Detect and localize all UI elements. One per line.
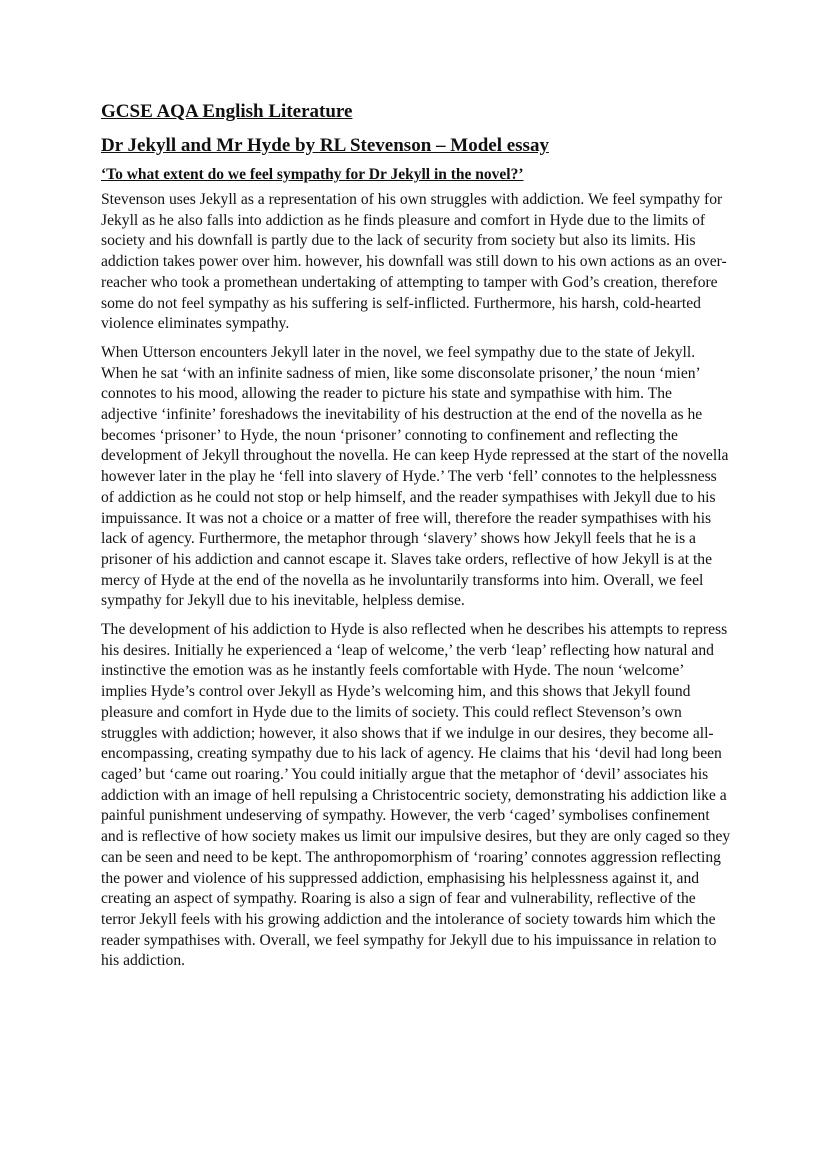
essay-paragraph-1: Stevenson uses Jekyll as a representation of his own struggles with addiction. We feel sympathy for Jekyll as he also falls into addiction as he finds pleasure and comfort in Hyde due to the limits of society and his downfall is partly due to the lack of security from society but also its limits. His addiction takes power over him. however, his downfall was still down to his own actions as an over-reacher who took a promethean undertaking of attempting to tamper with God’s creation, therefore some do not feel sympathy as his suffering is self-inflicted. Furthermore, his harsh, cold-hearted violence eliminates sympathy.	[101, 191, 727, 333]
essay-question: ‘To what extent do we feel sympathy for Dr Jekyll in the novel?’	[101, 166, 524, 183]
essay-body	[101, 100, 731, 980]
essay-paragraph-2: When Utterson encounters Jekyll later in the novel, we feel sympathy due to the state of Jekyll. When he sat ‘with an infinite sadness of mien, like some disconsolate prisoner,’ the noun ‘mien’ connotes to his mood, allowing the reader to picture his state and sympathise with him. The adjective ‘infinite’ foreshadows the inevitability of his destruction at the end of the novella as he becomes ‘prisoner’ to Hyde, the noun ‘prisoner’ connoting to confinement and reflecting the development of Jekyll throughout the novella. He can keep Hyde repressed at the start of the novella however later in the play he ‘fell into slavery of Hyde.’ The verb ‘fell’ connotes to the helplessness of addiction as he could not stop or help himself, and the reader sympathises with Jekyll due to his impuissance. It was not a choice or a matter of free will, therefore the reader sympathises with his lack of agency. Furthermore, the metaphor through ‘slavery’ shows how Jekyll feels that he is a prisoner of his addiction and cannot escape it. Slaves take orders, reflective of how Jekyll is at the mercy of Hyde at the end of the novella as he involuntarily transforms into him. Overall, we feel sympathy for Jekyll due to his inevitable, helpless demise.	[101, 343, 729, 610]
document-subtitle: Dr Jekyll and Mr Hyde by RL Stevenson – Model essay	[101, 135, 549, 156]
document-title: GCSE AQA English Literature	[101, 101, 353, 122]
essay-paragraph-3: The development of his addiction to Hyde is also reflected when he describes his attempts to repress his desires. Initially he experienced a ‘leap of welcome,’ the verb ‘leap’ reflecting how natural and instinctive the emotion was as he instantly feels comfortable with Hyde. The noun ‘welcome’ implies Hyde’s control over Jekyll as Hyde’s welcoming him, and this shows that Jekyll found pleasure and comfort in Hyde due to the limits of society. This could reflect Stevenson’s own struggles with addiction; however, it also shows that if we indulge in our desires, they become all-encompassing, creating sympathy due to his lack of agency. He claims that his ‘devil had long been caged’ but ‘came out roaring.’ You could initially argue that the metaphor of ‘devil’ associates his addiction with an image of hell repulsing a Christocentric society, demonstrating his addiction like a painful punishment undeserving of sympathy. However, the verb ‘caged’ symbolises confinement and is reflective of how society makes us limit our impulsive desires, but they are only caged so they can be seen and need to be kept. The anthropomorphism of ‘roaring’ connotes aggression reflecting the power and violence of his suppressed addiction, emphasising his helplessness against it, and creating an aspect of sympathy. Roaring is also a sign of fear and vulnerability, reflective of the terror Jekyll feels with his growing addiction and the intolerance of society towards him which the reader sympathises with. Overall, we feel sympathy for Jekyll due to his impuissance in relation to his addiction.	[101, 621, 731, 970]
